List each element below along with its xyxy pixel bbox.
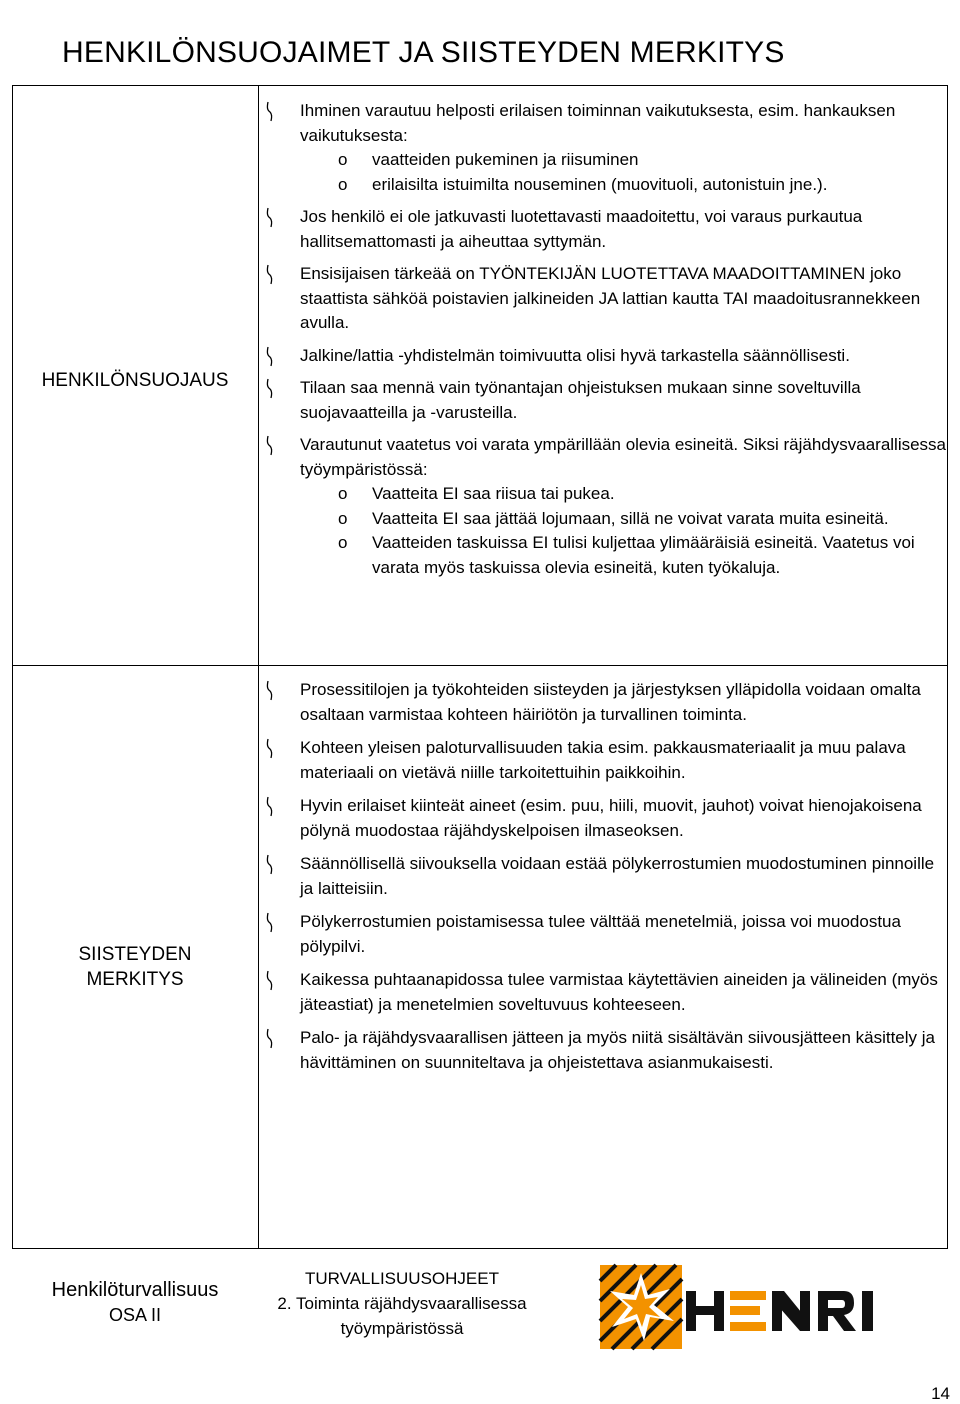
bullet-icon: [265, 853, 275, 875]
list-item: Ensisijaisen tärkeää on TYÖNTEKIJÄN LUOTETTAVA MAADOITTAMINEN joko staattista sähköä poistavien jalkineiden JA lattian kautta TAI maadoitusrannekkeen avulla.: [262, 262, 950, 336]
sub-bullet-icon: o: [338, 150, 348, 169]
list-item: Kohteen yleisen paloturvallisuuden takia esim. pakkausmateriaalit ja muu palava materiaali on vietävä niille tarkoitettuihin paikkoihin.: [262, 736, 950, 785]
sub-bullet-icon: o: [338, 533, 348, 552]
section-body-siisteyden-merkitys: [262, 678, 950, 1075]
sub-list-item: o Vaatteita EI saa jättää lojumaan, sillä ne voivat varata muita esineitä.: [300, 507, 950, 532]
henri-logo: [598, 1263, 898, 1351]
list-item: Hyvin erilaiset kiinteät aineet (esim. puu, hiili, muovit, jauhot) voivat hienojakoisena pölynä muodostaa räjähdyskelpoisen ilmaseoksen.: [262, 794, 950, 843]
bullet-icon: [265, 737, 275, 759]
footer-left-subtitle: OSA II: [108, 1305, 162, 1325]
svg-text:HENRI: HENRI: [748, 1346, 755, 1348]
footer-left: [14, 1277, 256, 1327]
bullet-icon: [265, 206, 275, 228]
table-left-border: [12, 85, 13, 1248]
list-item: Jalkine/lattia -yhdistelmän toimivuutta olisi hyvä tarkastella säännöllisesti.: [262, 344, 950, 369]
bullet-icon: [265, 679, 275, 701]
footer-middle-title: TURVALLISUUSOHJEET: [305, 1269, 499, 1288]
bullet-icon: [265, 345, 275, 367]
footer-left-title: Henkilöturvallisuus: [51, 1279, 219, 1301]
sub-bullet-icon: o: [338, 174, 348, 194]
list-item: Prosessitilojen ja työkohteiden siisteyden ja järjestyksen ylläpidolla voidaan omalta osaltaan varmistaa kohteen häiriötön ja turvallinen toiminta.: [262, 678, 950, 727]
table-top-border: [12, 85, 948, 86]
page-number: 14: [931, 1384, 950, 1403]
sub-bullet-icon: o: [338, 508, 348, 528]
bullet-icon: [265, 377, 275, 399]
list-item: Jos henkilö ei ole jatkuvasti luotettavasti maadoitettu, voi varaus purkautua hallitsemattomasti ja aiheuttaa syttymän.: [262, 205, 950, 254]
bullet-icon: [265, 911, 275, 933]
list-item: Tilaan saa mennä vain työnantajan ohjeistuksen mukaan sinne soveltuvilla suojavaatteilla ja -varusteilla.: [262, 376, 950, 425]
bullet-icon: [265, 969, 275, 991]
section-label-siisteyden-merkitys: SIISTEYDEN MERKITYS: [78, 944, 192, 990]
bullet-icon: [265, 795, 275, 817]
page-title: HENKILÖNSUOJAIMET JA SIISTEYDEN MERKITYS: [62, 36, 785, 69]
sub-list-item: o vaatteiden pukeminen ja riisuminen: [300, 148, 950, 173]
bullet-icon: [265, 263, 275, 285]
list-item: Palo- ja räjähdysvaarallisen jätteen ja myös niitä sisältävän siivousjätteen käsittely ja hävittäminen on suunniteltava ja ohjeistettava asianmukaisesti.: [262, 1026, 950, 1075]
list-item: Pölykerrostumien poistamisessa tulee välttää menetelmiä, joissa voi muodostua pölypilvi.: [262, 910, 950, 959]
section-body-henkilonsuojaus: [262, 99, 950, 580]
table-section-divider: [12, 665, 948, 666]
table-bottom-border: [12, 1248, 948, 1249]
footer-middle-subtitle: 2. Toiminta räjähdysvaarallisessa työympäristössä: [277, 1294, 527, 1338]
list-item: Ihminen varautuu helposti erilaisen toiminnan vaikutuksesta, esim. hankauksen vaikutuksesta: o vaatteiden pukeminen ja riisuminen o erilaisilta istuimilta nouseminen (muovituoli, autonistuin jne.).: [262, 99, 950, 197]
bullet-icon: [265, 100, 275, 122]
list-item: Säännöllisellä siivouksella voidaan estää pölykerrostumien muodostuminen pinnoille ja laitteisiin.: [262, 852, 950, 901]
list-item: Kaikessa puhtaanapidossa tulee varmistaa käytettävien aineiden ja välineiden (myös jäteastiat) ja menetelmien soveltuvuus kohteeseen.: [262, 968, 950, 1017]
section-label-henkilonsuojaus: HENKILÖNSUOJAUS: [41, 370, 229, 391]
sub-list-item: o Vaatteita EI saa riisua tai pukea.: [300, 482, 950, 507]
explosion-icon: [598, 1263, 898, 1351]
sub-bullet-icon: o: [338, 484, 348, 503]
list-item: Varautunut vaatetus voi varata ympärillään olevia esineitä. Siksi räjähdysvaarallisessa työympäristössä: o Vaatteita EI saa riisua tai pukea. o Vaatteita EI saa jättää lojumaan, sillä ne voivat varata muita esineitä. o Vaatteiden taskuissa EI tulisi kuljettaa ylimääräisiä esineitä. Vaatetus voi varata myös taskuissa olevia esineitä, kuten työkaluja.: [262, 433, 950, 580]
table-column-divider: [258, 85, 259, 1248]
sub-list-item: o Vaatteiden taskuissa EI tulisi kuljettaa ylimääräisiä esineitä. Vaatetus voi varata myös taskuissa olevia esineitä, kuten työkaluja.: [338, 533, 915, 577]
sub-list-item: o erilaisilta istuimilta nouseminen (muovituoli, autonistuin jne.).: [300, 173, 950, 198]
bullet-icon: [265, 1027, 275, 1049]
bullet-icon: [265, 434, 275, 456]
footer-middle: [266, 1266, 538, 1341]
